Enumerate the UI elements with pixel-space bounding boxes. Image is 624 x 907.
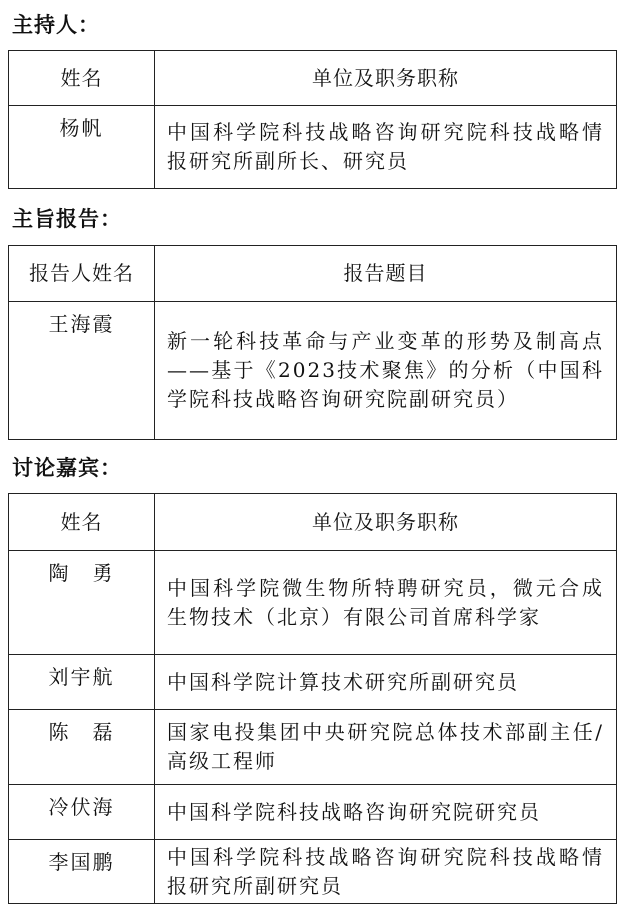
column-header-affiliation: 单位及职务职称 (155, 51, 617, 106)
keynote-heading: 主旨报告： (12, 207, 122, 231)
guest-name: 李国鹏 (9, 840, 155, 904)
column-header-speaker: 报告人姓名 (9, 246, 155, 302)
report-title: 新一轮科技革命与产业变革的形势及制高点——基于《2023技术聚焦》的分析（中国科学院科技战略咨询研究院副研究员） (155, 302, 617, 440)
table-header-row (9, 246, 617, 302)
table-row (9, 655, 617, 710)
keynote-table (8, 245, 617, 440)
guest-name: 刘宇航 (9, 655, 155, 710)
column-header-affiliation: 单位及职务职称 (155, 494, 617, 551)
guest-affiliation: 中国科学院科技战略咨询研究院研究员 (155, 785, 617, 840)
panel-table (8, 493, 617, 904)
host-heading: 主持人： (12, 13, 100, 37)
guest-name: 冷伏海 (9, 785, 155, 840)
table-header-row (9, 51, 617, 106)
table-row (9, 785, 617, 840)
table-row (9, 302, 617, 440)
guest-affiliation: 中国科学院微生物所特聘研究员，微元合成生物技术（北京）有限公司首席科学家 (155, 551, 617, 655)
person-name: 杨帆 (9, 106, 155, 189)
table-row (9, 840, 617, 904)
person-affiliation: 中国科学院科技战略咨询研究院科技战略情报研究所副所长、研究员 (155, 106, 617, 189)
panel-heading: 讨论嘉宾： (12, 456, 122, 480)
guest-affiliation: 中国科学院科技战略咨询研究院科技战略情报研究所副研究员 (155, 840, 617, 904)
speaker-name: 王海霞 (9, 302, 155, 440)
table-row (9, 710, 617, 785)
guest-affiliation: 国家电投集团中央研究院总体技术部副主任/高级工程师 (155, 710, 617, 785)
column-header-name: 姓名 (9, 51, 155, 106)
table-row (9, 106, 617, 189)
guest-name: 陈 磊 (9, 710, 155, 785)
table-row (9, 551, 617, 655)
host-table (8, 50, 617, 189)
guest-name: 陶 勇 (9, 551, 155, 655)
column-header-topic: 报告题目 (155, 246, 617, 302)
table-header-row (9, 494, 617, 551)
column-header-name: 姓名 (9, 494, 155, 551)
guest-affiliation: 中国科学院计算技术研究所副研究员 (155, 655, 617, 710)
